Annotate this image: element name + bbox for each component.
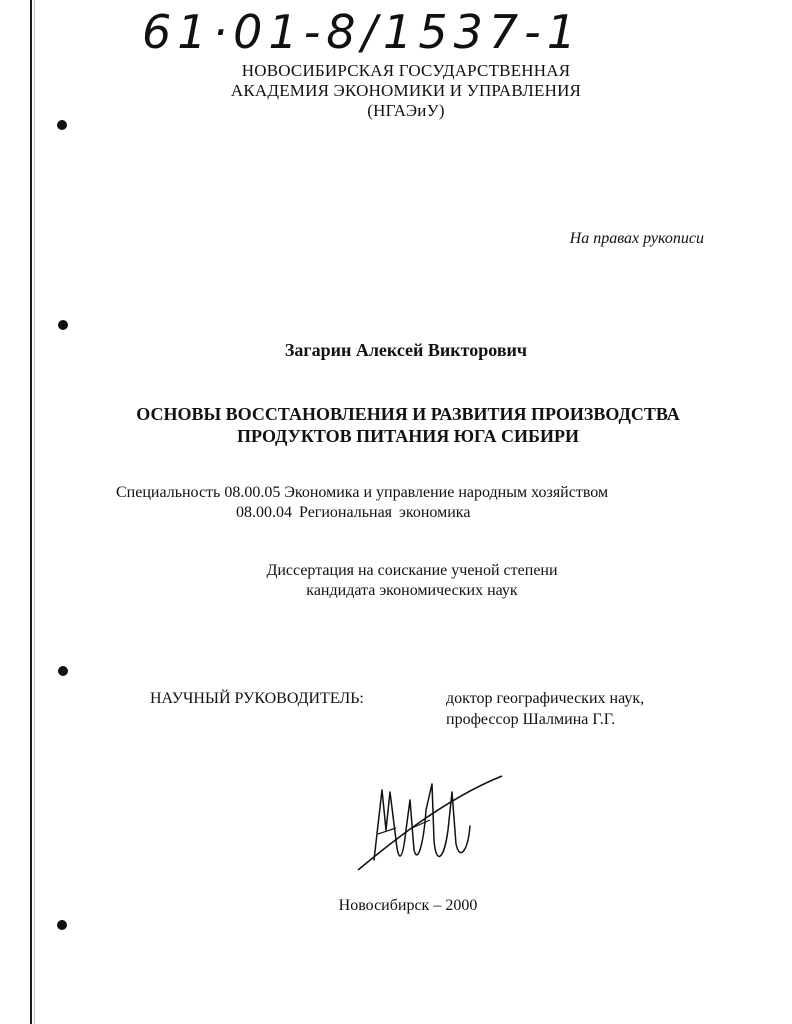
binding-hole xyxy=(58,320,68,330)
supervisor-name: профессор Шалмина Г.Г. xyxy=(446,711,616,728)
handwritten-archive-number xyxy=(138,0,598,62)
degree-statement-line-2: кандидата экономических наук xyxy=(306,582,518,599)
specialty-line-2: 08.00.04 Региональная экономика xyxy=(236,504,471,521)
rights-note: На правах рукописи xyxy=(569,230,704,247)
institution-abbreviation: (НГАЭиУ) xyxy=(367,101,445,120)
binding-hole xyxy=(57,920,67,930)
degree-statement-line-1: Диссертация на соискание ученой степени xyxy=(266,562,558,579)
handwritten-signature xyxy=(352,770,504,876)
author-name: Загарин Алексей Викторович xyxy=(284,340,528,360)
dissertation-title-line-1: ОСНОВЫ ВОССТАНОВЛЕНИЯ И РАЗВИТИЯ ПРОИЗВОДСТВА xyxy=(136,404,680,424)
binding-hole xyxy=(57,120,67,130)
scan-edge-shadow xyxy=(34,0,35,1024)
archive-number-text: 61·01-8/1537-1 xyxy=(142,5,582,59)
supervisor-degree: доктор географических наук, xyxy=(446,690,645,707)
dissertation-title-line-2: ПРОДУКТОВ ПИТАНИЯ ЮГА СИБИРИ xyxy=(237,426,579,446)
institution-name-line-1: НОВОСИБИРСКАЯ ГОСУДАРСТВЕННАЯ xyxy=(241,61,571,80)
specialty-line-1: Специальность 08.00.05 Экономика и управление народным хозяйством xyxy=(116,484,609,501)
scan-edge-line xyxy=(30,0,32,1024)
institution-name-line-2: АКАДЕМИЯ ЭКОНОМИКИ И УПРАВЛЕНИЯ xyxy=(230,81,582,100)
city-and-year: Новосибирск – 2000 xyxy=(338,897,478,914)
binding-hole xyxy=(58,666,68,676)
supervisor-label: НАУЧНЫЙ РУКОВОДИТЕЛЬ: xyxy=(150,690,364,707)
